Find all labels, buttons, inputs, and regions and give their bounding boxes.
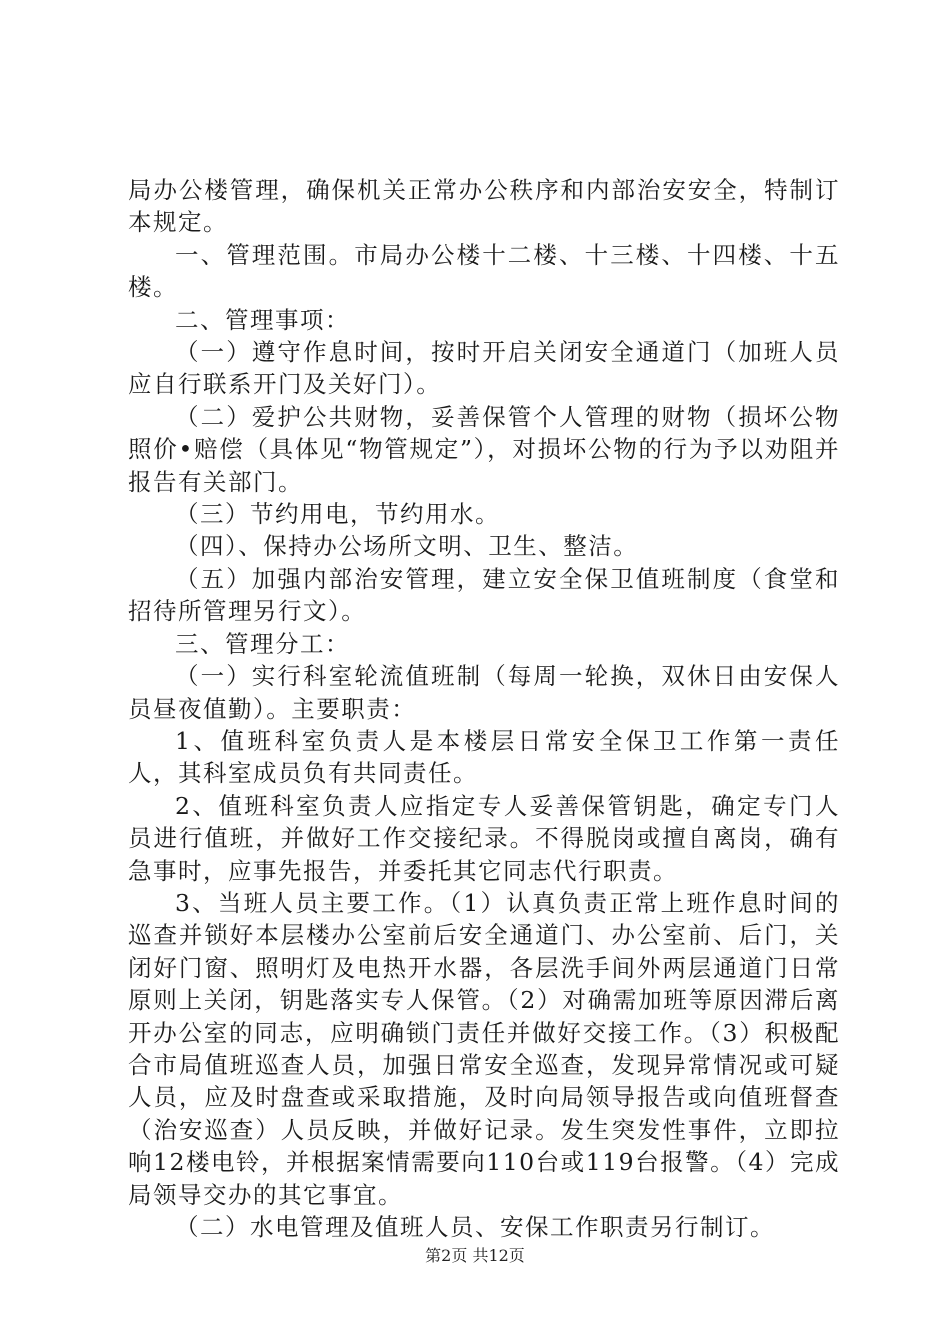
document-body: [128, 174, 840, 1243]
paragraph-intro: 局办公楼管理，确保机关正常办公秩序和内部治安安全，特制订本规定。: [128, 176, 840, 237]
paragraph-items-heading: 二、管理事项：: [175, 305, 350, 334]
paragraph-item-2: （二）爱护公共财物，妥善保管个人管理的财物（损坏公物照价•赔偿（具体见“物管规定”），对损坏公物的行为予以劝阻并报告有关部门。: [128, 402, 840, 496]
paragraph-duty-2: 2、值班科室负责人应指定专人妥善保管钥匙，确定专门人员进行值班，并做好工作交接纪录。不得脱岗或擅自离岗，确有急事时，应事先报告，并委托其它同志代行职责。: [128, 791, 840, 885]
paragraph-item-3: （三）节约用电，节约用水。: [175, 500, 500, 529]
paragraph-scope: 一、管理范围。市局办公楼十二楼、十三楼、十四楼、十五楼。: [128, 240, 840, 302]
paragraph-division-2: （二）水电管理及值班人员、安保工作职责另行制订。: [175, 1213, 775, 1241]
paragraph-division-heading: 三、管理分工：: [175, 629, 350, 658]
paragraph-item-1: （一）遵守作息时间，按时开启关闭安全通道门（加班人员应自行联系开门及关好门）。: [128, 338, 840, 399]
paragraph-division-1: （一）实行科室轮流值班制（每周一轮换，双休日由安保人员昼夜值勤）。主要职责：: [128, 662, 840, 723]
page-number: 第2页 共12页: [425, 1246, 525, 1265]
paragraph-item-4: （四）、保持办公场所文明、卫生、整洁。: [175, 532, 639, 561]
paragraph-duty-1: 1、值班科室负责人是本楼层日常安全保卫工作第一责任人，其科室成员负有共同责任。: [128, 726, 840, 788]
paragraph-item-5: （五）加强内部治安管理，建立安全保卫值班制度（食堂和招待所管理另行文）。: [128, 564, 840, 626]
paragraph-duty-3: 3、当班人员主要工作。（1）认真负责正常上班作息时间的巡查并锁好本层楼办公室前后安全通道门、办公室前、后门，关闭好门窗、照明灯及电热开水器，各层洗手间外两层通道门日常原则上关闭，钥匙落实专人保管。（2）对确需加班等原因滞后离开办公室的同志，应明确锁门责任并做好交接工作。（3）积极配合市局值班巡查人员，加强日常安全巡查，发现异常情况或可疑人员，应及时盘查或采取措施，及时向局领导报告或向值班督查（治安巡查）人员反映，并做好记录。发生突发性事件，立即拉响12楼电铃，并根据案情需要向110台或119台报警。（4）完成局领导交办的其它事宜。: [128, 888, 840, 1209]
